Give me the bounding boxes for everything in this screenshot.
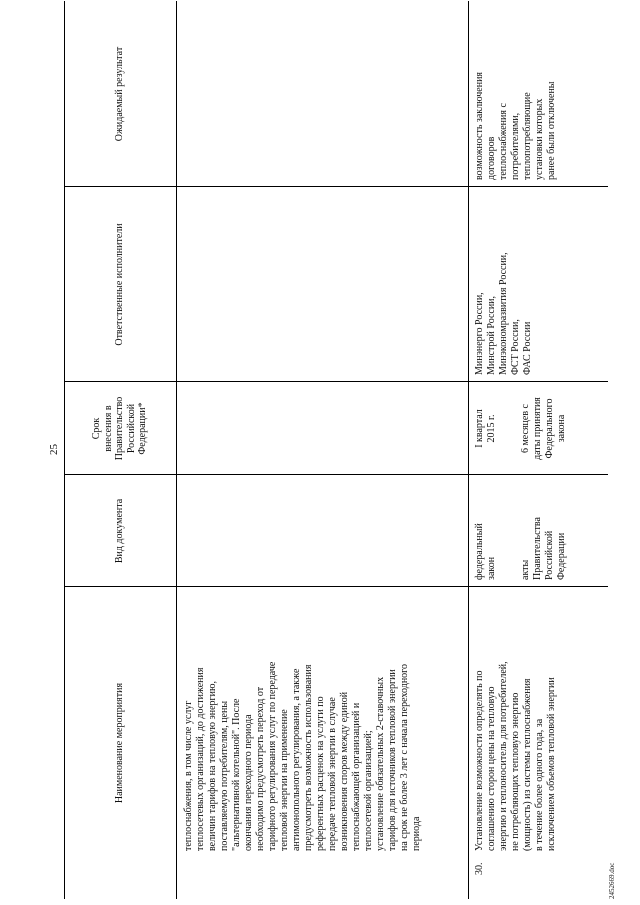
- text-line: ФСТ России,: [510, 319, 521, 375]
- text-line: энергию и теплоноситель для потребителей,: [498, 661, 509, 851]
- text-line: закона: [556, 414, 567, 443]
- text-line: возникновения споров между единой: [339, 691, 350, 851]
- text-line: поставляемую потребителям, цены: [219, 700, 230, 851]
- text-line: договоров: [486, 136, 497, 180]
- continuation-text: [183, 662, 423, 851]
- text-line: не потребляющих тепловую энергию: [510, 692, 521, 851]
- text-line: Правительства: [532, 517, 543, 580]
- text-line: закон: [486, 556, 497, 580]
- text-line: Минэнерго России,: [474, 292, 485, 375]
- text-line: 6 месяцев с: [520, 404, 531, 454]
- text-line: окончания переходного периода: [243, 714, 254, 851]
- header-deadline-line: Правительство: [114, 396, 126, 461]
- header-deadline-line: Срок: [91, 417, 103, 440]
- row-deadline-1: [474, 382, 498, 475]
- text-line: теплосетевой организацией;: [363, 730, 374, 851]
- text-line: в течение более одного года, за: [534, 718, 545, 851]
- text-line: Российской: [544, 530, 555, 580]
- header-executors: Ответственные исполнители: [114, 223, 126, 346]
- text-line: 2015 г.: [486, 414, 497, 443]
- text-line: исключением объемов тепловой энергии: [546, 677, 557, 851]
- text-line: соглашению сторон цены на тепловую: [486, 686, 497, 851]
- text-line: федеральный: [474, 523, 485, 580]
- text-line: (мощность) из системы теплоснабжения: [522, 678, 533, 851]
- text-line: Минэкономразвития России,: [498, 252, 509, 375]
- text-line: "альтернативной котельной". После: [231, 698, 242, 851]
- row-executors: [474, 252, 534, 375]
- page-number: 25: [48, 444, 60, 455]
- text-line: акты: [520, 559, 531, 580]
- text-line: ранее были отключены: [546, 81, 557, 180]
- text-line: Минстрой России,: [486, 295, 497, 375]
- text-line: референтных расценок на услуги по: [315, 696, 326, 851]
- text-line: ФАС России: [522, 321, 533, 375]
- text-line: теплопотребляющие: [522, 92, 533, 180]
- header-deadline-line: внесения в: [102, 405, 114, 452]
- header-deadline: [64, 382, 176, 475]
- text-line: величин тарифов на тепловую энергию,: [207, 681, 218, 851]
- text-line: тепловой энергии на применение: [279, 709, 290, 851]
- text-line: теплоснабжения, в том числе услуг: [183, 700, 194, 851]
- text-line: установки которых: [534, 98, 545, 180]
- header-deadline-line: Российской: [125, 403, 137, 454]
- text-line: необходимо предусмотреть переход от: [255, 686, 266, 851]
- text-line: Федерального: [544, 398, 555, 459]
- text-line: периода: [411, 816, 422, 851]
- text-line: потребителями,: [510, 112, 521, 180]
- text-line: установление обязательных 2-ставочных: [375, 676, 386, 851]
- text-line: Федерации: [556, 532, 567, 580]
- row-result: [474, 72, 558, 180]
- header-bottom-border: [176, 1, 177, 899]
- header-deadline-line: Федерации*: [137, 402, 149, 455]
- text-line: передаче тепловой энергии в случае: [327, 697, 338, 851]
- text-line: предусмотреть возможность использования: [303, 664, 314, 851]
- row-name: [474, 661, 558, 851]
- header-name: Наименование мероприятия: [114, 682, 126, 804]
- text-line: I квартал: [474, 409, 485, 448]
- text-line: даты принятия: [532, 397, 543, 460]
- text-line: на срок не более 3 лет с начала переходного: [399, 663, 410, 851]
- text-line: Установление возможности определять по: [474, 670, 485, 851]
- header-doc-type: Вид документа: [114, 498, 126, 564]
- row-number: 30.: [474, 862, 485, 875]
- text-line: теплоснабжающей организацией и: [351, 702, 362, 851]
- document-footer: 2452669.doc: [608, 862, 616, 899]
- text-line: тарифов для источников тепловой энергии: [387, 669, 398, 851]
- row-deadline-2: [520, 382, 568, 475]
- text-line: возможность заключения: [474, 71, 485, 180]
- row-doc-type-2: [520, 517, 568, 580]
- text-line: теплосетевых организаций, до достижения: [195, 667, 206, 851]
- text-line: тарифного регулирования услуг по передаче: [267, 661, 278, 851]
- row-separator: [468, 1, 469, 899]
- text-line: антимонопольного регулирования, а также: [291, 668, 302, 851]
- header-result: Ожидаемый результат: [114, 46, 126, 142]
- row-doc-type-1: [474, 523, 498, 580]
- text-line: теплоснабжения с: [498, 103, 509, 180]
